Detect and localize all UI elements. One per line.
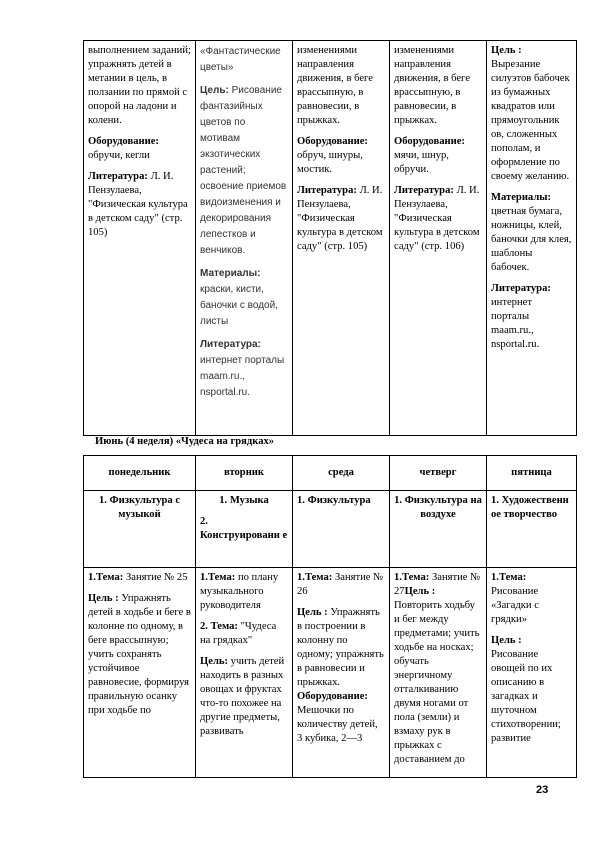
header-thursday: четверг xyxy=(390,456,487,491)
top-cell-4: изменениями направления движения, в беге врассыпную, в равновесии, в прыжках. Оборудование: мячи, шнур, обручи. Литература: Л. И. Пензулаева, "Физическая культура в детском саду" (стр. 106) xyxy=(390,41,487,436)
activity-monday: 1. Физкультура с музыкой xyxy=(84,491,196,568)
page-number: 23 xyxy=(536,784,549,796)
header-row xyxy=(84,456,577,491)
top-cell-2: «Фантастические цветы» Цель: Рисование фантазийных цветов по мотивам экзотических растений; освоение приемов видоизменения и декорирования лепестков и венчиков. Материалы: краски, кисти, баночки с водой, листы Литература: интернет порталы maam.ru., nsportal.ru. xyxy=(196,41,293,436)
detail-thursday: 1.Тема: Занятие № 27Цель : Повторить ходьбу и бег между предметами; учить ходьбе на носках; обучать энергичному отталкиванию двумя ногами от пола (земли) и взмаху рук в прыжках с доставанием до xyxy=(390,568,487,778)
activity-friday: 1. Художественн ое творчество xyxy=(487,491,577,568)
detail-wednesday: 1.Тема: Занятие № 26 Цель : Упражнять в построении в колонну по одному; упражнять в равновесии и прыжках. Оборудование: Мешочки по количеству детей, 3 кубика, 2—3 xyxy=(293,568,390,778)
activity-wednesday: 1. Физкультура xyxy=(293,491,390,568)
details-row xyxy=(84,568,577,778)
top-table xyxy=(83,40,577,436)
header-tuesday: вторник xyxy=(196,456,293,491)
week-caption: Июнь (4 неделя) «Чудеса на грядках» xyxy=(95,436,275,447)
activity-thursday: 1. Физкультура на воздухе xyxy=(390,491,487,568)
bottom-table xyxy=(83,455,577,778)
activities-row xyxy=(84,491,577,568)
detail-monday: 1.Тема: Занятие № 25 Цель : Упражнять детей в ходьбе и беге в колонне по одному, в беге врассыпную; учить сохранять устойчивое равновесие, формируя правильную осанку при ходьбе по xyxy=(84,568,196,778)
top-cell-1: выполнением заданий; упражнять детей в метании в цель, в ползании по прямой с опорой на ладони и колени. Оборудование: обручи, кегли Литература: Л. И. Пензулаева, "Физическая культура в детском саду" (стр. 105) xyxy=(84,41,196,436)
activity-tuesday: 1. Музыка 2. Конструировани е xyxy=(196,491,293,568)
top-cell-5: Цель : Вырезание силуэтов бабочек из бумажных квадратов или прямоугольник ов, сложенных пополам, и оформление по своему желанию. Материалы: цветная бумага, ножницы, клей, баночки для клея, шаблоны бабочек. Литература: интернет порталы maam.ru., nsportal.ru. xyxy=(487,41,577,436)
header-wednesday: среда xyxy=(293,456,390,491)
header-monday: понедельник xyxy=(84,456,196,491)
top-cell-3: изменениями направления движения, в беге врассыпную, в равновесии, в прыжках. Оборудование: обруч, шнуры, мостик. Литература: Л. И. Пензулаева, "Физическая культура в детском саду" (стр. 105) xyxy=(293,41,390,436)
header-friday: пятница xyxy=(487,456,577,491)
detail-friday: 1.Тема: Рисование «Загадки с грядки» Цель : Рисование овощей по их описанию в загадках и шуточном стихотворении; развитие xyxy=(487,568,577,778)
detail-tuesday: 1.Тема: по плану музыкального руководителя 2. Тема: "Чудеса на грядках" Цель: учить детей находить в разных овощах и фруктах что-то похожее на другие предметы, развивать xyxy=(196,568,293,778)
